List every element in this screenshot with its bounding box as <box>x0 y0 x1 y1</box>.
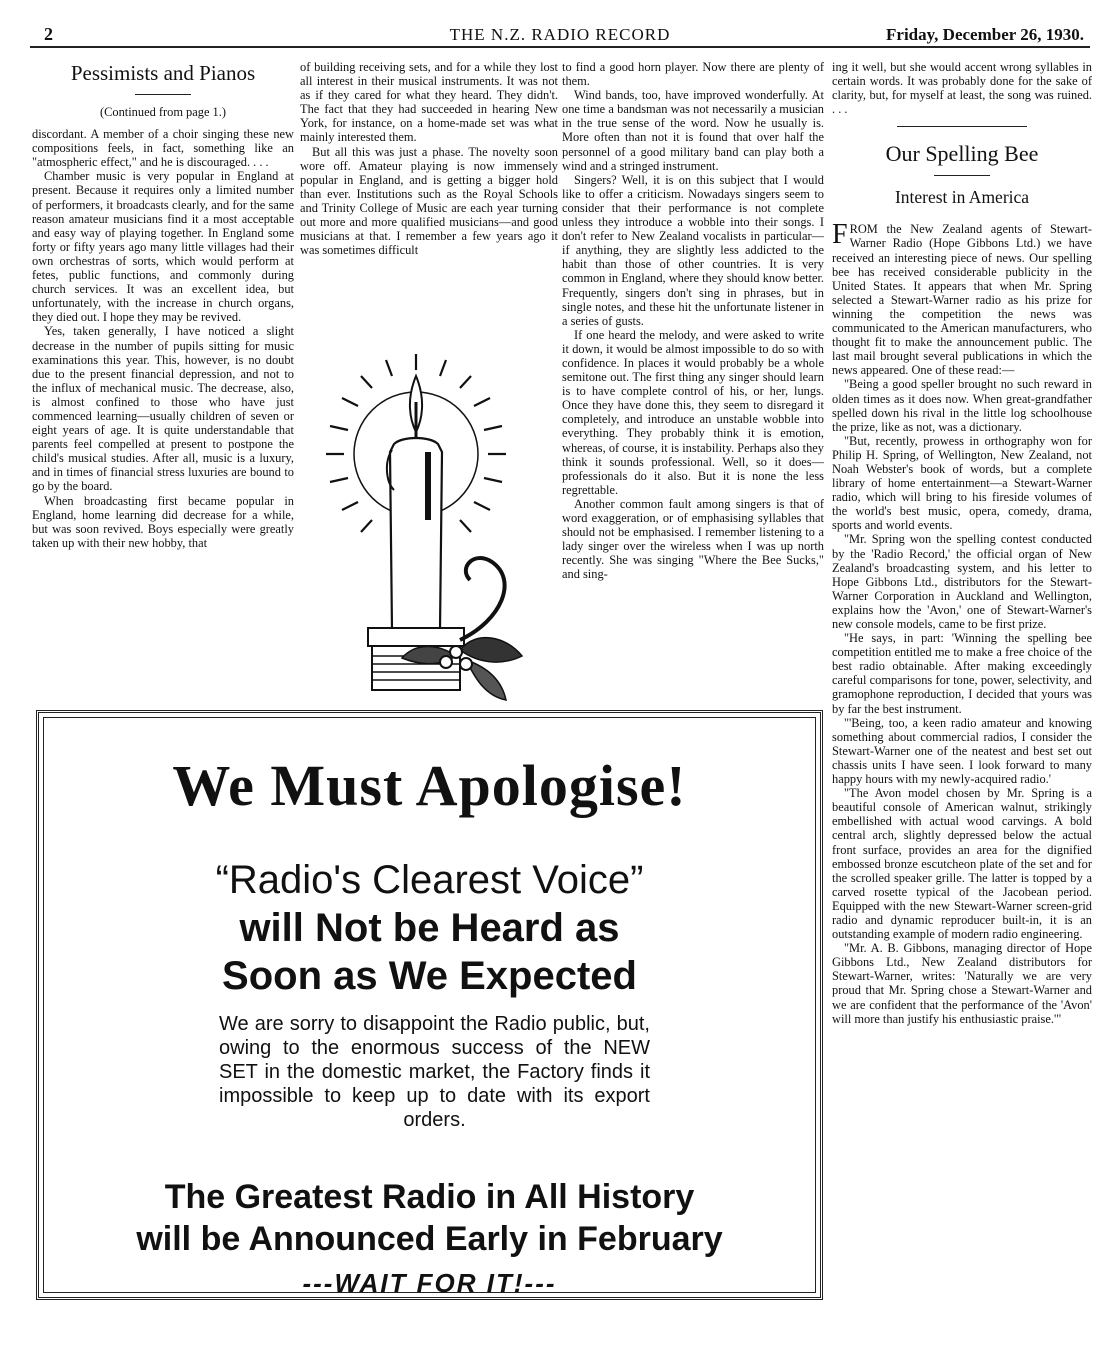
paragraph: discordant. A member of a choir singing these new compositions feels, in fact, something like an "atmospheric effect," and he is discouraged. . . . <box>32 127 294 170</box>
advertisement-box <box>36 710 823 1300</box>
ad-announcement: will be Announced Early in February <box>136 1220 723 1258</box>
article-pessimists-col2 <box>300 60 558 330</box>
paragraph: "Mr. A. B. Gibbons, managing director of Hope Gibbons Ltd., New Zealand distributors for Stewart-Warner, writes: 'Naturally we are very proud that Mr. Spring chose a Stewart-Warner and we are confident that the performance of the 'Avon' will more than justify his enthusiastic praise.'" <box>832 941 1092 1026</box>
paragraph: "'Being, too, a keen radio amateur and knowing something about commercial radios, I consider the Stewart-Warner one of the neatest and best set out chassis units I have seen. I look forward to many happy hours with my newly-acquired radio.' <box>832 715 1092 787</box>
holly-berry <box>450 646 462 658</box>
article-divider <box>897 126 1027 127</box>
ad-headline: We Must Apologise! <box>172 753 687 818</box>
candlestick-handle <box>460 558 505 640</box>
paragraph: Chamber music is very popular in England at present. Because it requires only a limited number of performers, it broadcasts clearly, and for the same reason amateur musicians find it a most acceptable and easy way of playing together. In England some forty or fifty years ago many little villages had their own orchestras of sorts, which would perform at fetes, public functions, and commonly during church services. It was an excellent idea, but unfortunately, with the increase in church organs, they died out. I hope they may be revived. <box>32 169 294 325</box>
paragraph: "The Avon model chosen by Mr. Spring is a beautiful console of American walnut, strikingly embellished with actual wood carvings. A bold central arch, slightly depressed below the actual front surface, provides an area for the dignified embossed bronze escutcheon plate of the set and for the scrolled speaker grille. The latter is topped by a carved rosette typical of the Jacobean period. Equipped with the new Stewart-Warner screen-grid radio and dynamic reproducer built-in, it is an outstanding example of modern radio engineering. <box>832 786 1092 942</box>
candlestick-rim <box>368 628 464 646</box>
ad-announcement: The Greatest Radio in All History <box>164 1178 695 1216</box>
article-heading-pessimists: Pessimists and Pianos <box>70 61 256 85</box>
paragraph: "Mr. Spring won the spelling contest conducted by the 'Radio Record,' the official organ of New Zealand's broadcasting system, and his letter to Hope Gibbons Ltd., distributors for the Stewart-Warner Corporation in Auckland and Wellington, explains how the 'Avon,' one of Stewart-Warner's new console models, came to be first prize. <box>832 532 1092 631</box>
article-pessimists-col1 <box>32 60 294 712</box>
candle-illustration <box>306 340 556 708</box>
paragraph: ing it well, but she would accent wrong syllables in certain words. It was probably done for the sake of clarity, but, for myself at least, the song was ruined. . . . <box>832 60 1092 117</box>
paragraph: But all this was just a phase. The novelty soon wore off. Amateur playing is now immensely popular in England, and is getting a bigger hold than ever. Institutions such as the Royal Schools and Trinity College of Music are each year turning out more and more qualified musicians—and good musicians at that. I remember a few years ago it was sometimes difficult <box>300 144 558 258</box>
paragraph: Singers? Well, it is on this subject that I would like to offer a criticism. Nowadays singers seem to consider that their performance is not complete unless they introduce a wobble into their songs. I don't refer to New Zealand vocalists in particular—if anything, they are slightly less addicted to the habit than those of other countries. It is very common in England, where they should know better. Frequently, singers don't sing in phrases, but in single notes, and these hit the unfortunate listener in a series of gusts. <box>562 172 824 328</box>
ad-subheadline: will Not be Heard as <box>239 906 620 950</box>
article-pessimists-col3 <box>562 60 824 712</box>
paragraph <box>832 219 1092 378</box>
ad-body-text: We are sorry to disappoint the Radio public, but, owing to the enormous success of the NEW SET in the domestic market, the Factory finds it impossible to keep up to date with its export orders. <box>219 1013 650 1131</box>
article-spelling-bee-col <box>832 60 1092 1300</box>
paragraph: Wind bands, too, have improved wonderfully. At one time a bandsman was not necessarily a musician in the true sense of the word. Now he usually is. More often than not it is found that over half the personnel of a good military band can play both a wind and a stringed instrument. <box>562 88 824 173</box>
ad-subheadline: Soon as We Expected <box>222 954 637 998</box>
article-subheading: Interest in America <box>894 187 1030 208</box>
paragraph: "But, recently, prowess in orthography won for Philip H. Spring, of Wellington, New Zealand, not Noah Webster's book of words, but a complete library of home entertainment—a Stewart-Warner radio, which will bring to his fireside volumes of the world's best music, opera, comedy, drama, sports and world events. <box>832 433 1092 533</box>
ad-tagline: “Radio's Clearest Voice” <box>215 858 644 902</box>
article-heading-spelling-bee: Our Spelling Bee <box>885 141 1039 167</box>
paragraph: Yes, taken generally, I have noticed a slight decrease in the number of pupils sitting for music examinations this year. This, however, is no doubt due to the present financial depression, and not to the influx of mechanical music. The decrease, also, is almost confined to those who have just commenced learning—usually children of seven or eight years of age. It is quite understandable that parents feel compelled at present to postpone the child's musical studies. After all, music is a luxury, and in times of financial stress luxuries are bound to go by the board. <box>32 324 294 494</box>
drop-cap: F <box>832 219 848 251</box>
masthead <box>30 24 1090 48</box>
continued-note: (Continued from page 1.) <box>100 105 226 119</box>
heading-rule <box>934 175 990 176</box>
issue-date: Friday, December 26, 1930. <box>886 25 1084 44</box>
paragraph: When broadcasting first became popular in England, home learning did decrease for a while, but was soon revived. Boys especially were greatly taken up with their new hobby, that <box>32 493 294 550</box>
holly-berry <box>460 658 472 670</box>
holly-berry <box>440 656 452 668</box>
paragraph: to find a good horn player. Now there are plenty of them. <box>562 60 824 89</box>
paragraph: Another common fault among singers is that of word exaggeration, or of emphasising syllables that should not be emphasised. I remember listening to a lady singer over the wireless when I was up north recently. She was singing "Where the Bee Sucks," and sing- <box>562 496 824 582</box>
paragraph: "He says, in part: 'Winning the spelling bee competition entitled me to make a free choice of the best radio obtainable. After making exceedingly careful comparisons for tone, power, selectivity, and gramophone reproduction, I decided that yours was by far the best instrument. <box>832 631 1092 716</box>
paragraph-text: ROM the New Zealand agents of Stewart-Warner Radio (Hope Gibbons Ltd.) we have received an interesting piece of news. Our spelling bee has received considerable publicity in the United States. It appears that when Mr. Spring selected a Stewart-Warner radio as his prize for winning the competition the news was communicated to the American manufacturers, who thought fit to make the announcement public. The last mail brought several publications in which the news appeared. One of these read:— <box>832 222 1092 378</box>
paragraph: "Being a good speller brought no such reward in olden times as it does now. When great-grandfather spelled down his rival in the little log schoolhouse the prize, like as not, was a dictionary. <box>832 377 1092 434</box>
candle-body <box>390 438 442 630</box>
ad-call-to-action: ---WAIT FOR IT!--- <box>302 1268 557 1298</box>
advertisement-inner-frame <box>43 717 816 1298</box>
paragraph: If one heard the melody, and were asked to write it down, it would be almost impossible to do so with confidence. In places it would probably be a whole semitone out. The first thing any singer should learn is to have complete control of his, or her, lungs. Once they have done this, they seem to disregard it completely, and introduce an unstable wobble into everything. They probably think it is emotion, whereas, of course, it is instability. Perhaps also they think it sounds professional. Well, so it does—professionals do it also. But it is none the less regrettable. <box>562 327 824 497</box>
publication-title: THE N.Z. RADIO RECORD <box>449 25 671 44</box>
paragraph: of building receiving sets, and for a while they lost all interest in their musical instruments. It was not as if they cared for what they heard. They didn't. The fact that they had succeeded in hearing New York, for instance, on a home-made set was what mainly interested them. <box>300 60 558 145</box>
page-number: 2 <box>44 24 53 44</box>
heading-rule <box>135 94 191 95</box>
